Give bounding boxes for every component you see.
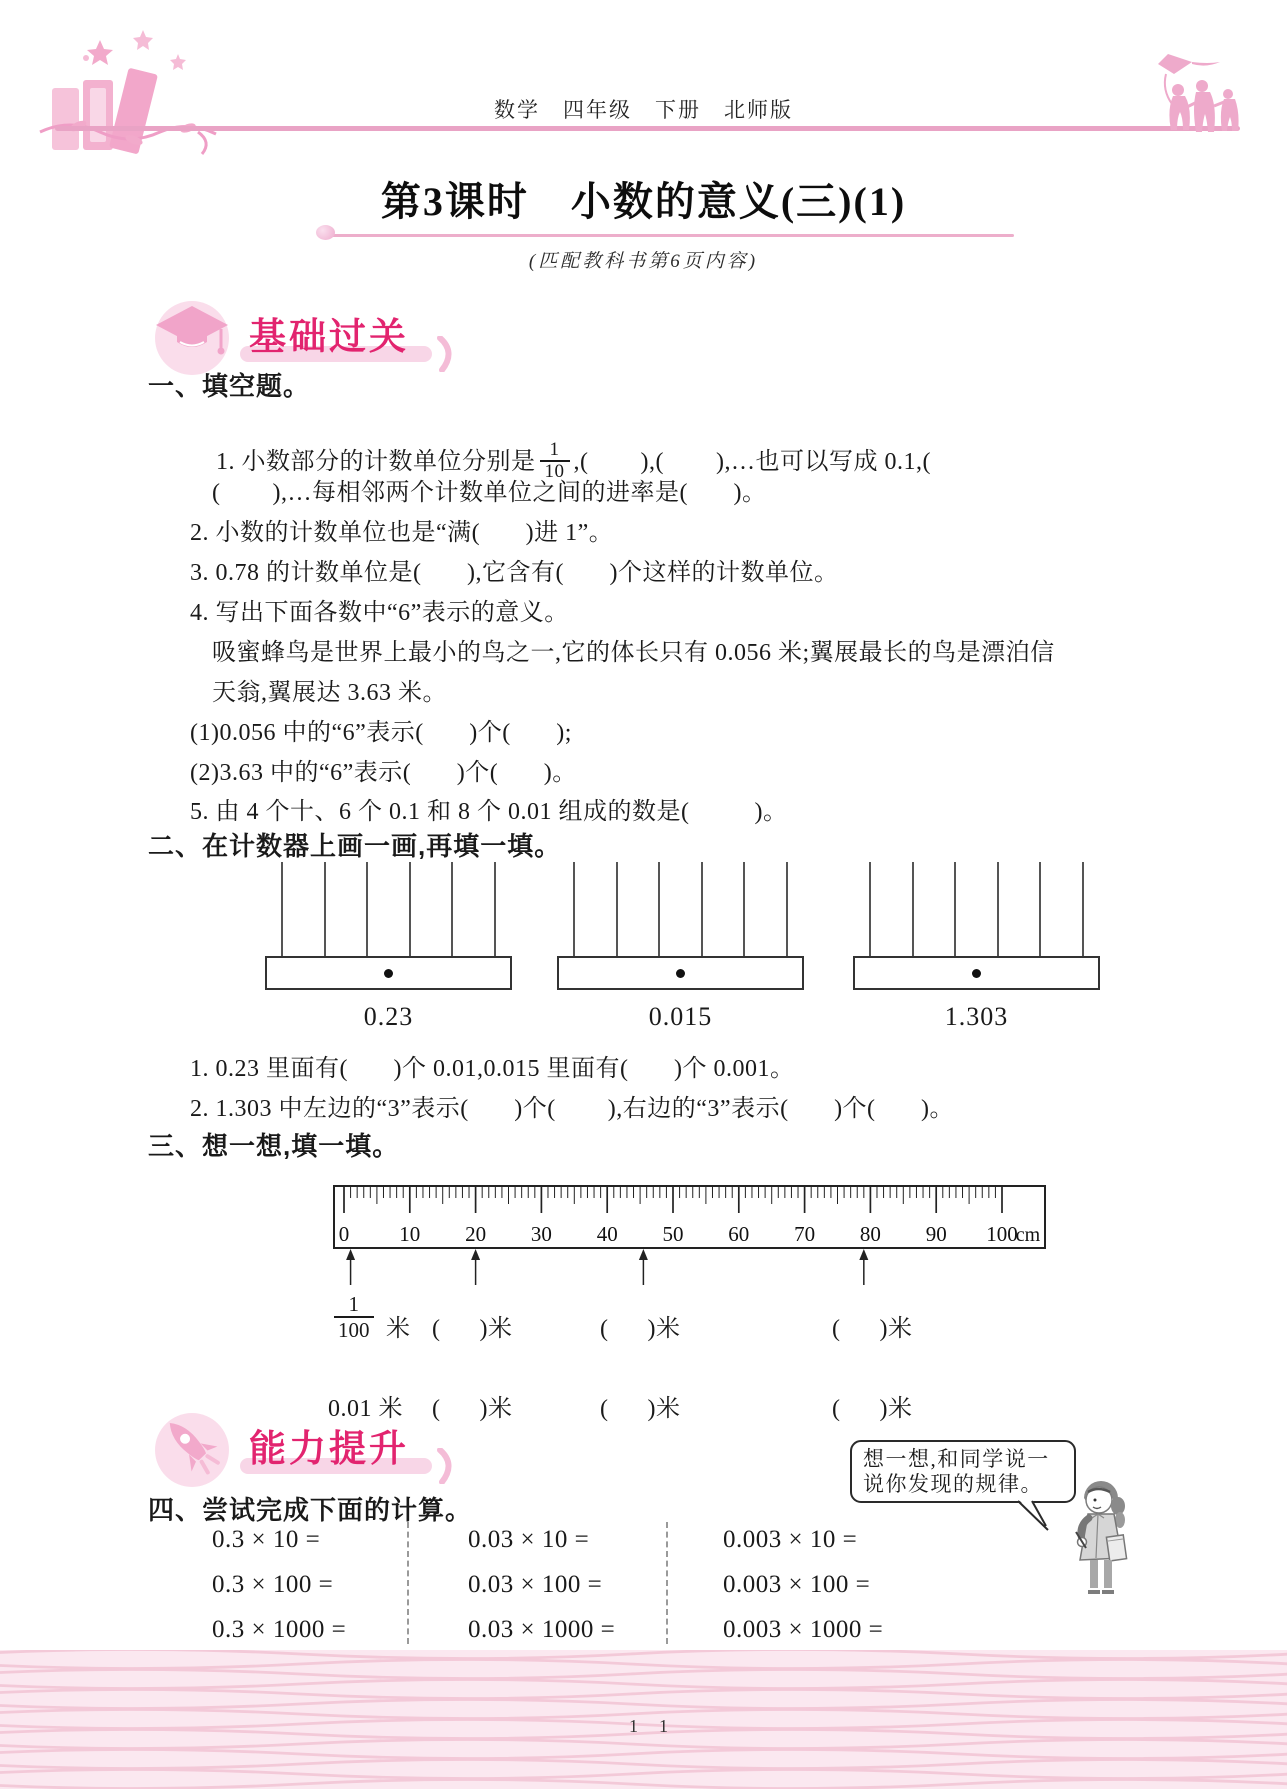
speech-bubble-tail [985, 1496, 1057, 1536]
part1-q4: 4. 写出下面各数中“6”表示的意义。 [190, 600, 569, 626]
part3-heading: 三、想一想,填一填。 [148, 1131, 400, 1161]
calc-cell: 0.03 × 1000 = [468, 1616, 616, 1643]
lesson-title: 第3课时 小数的意义(三)(1) [380, 179, 907, 224]
basic-badge-title: 基础过关 [249, 316, 409, 357]
counter-rod [281, 862, 283, 957]
title-underline [322, 234, 1014, 237]
part1-heading: 一、填空题。 [148, 371, 311, 401]
advanced-badge-tail [436, 1448, 460, 1484]
counting-device-3 [853, 862, 1100, 1042]
book-info: 数学 四年级 下册 北师版 [494, 98, 793, 122]
calc-cell: 0.003 × 100 = [723, 1571, 871, 1598]
svg-text:90: 90 [925, 1222, 947, 1246]
counter-rod [701, 862, 703, 957]
row2-blank-3: ( )米 [832, 1396, 913, 1422]
q1-text-pre: 1. 小数部分的计数单位分别是 [216, 449, 536, 475]
counting-device-2 [557, 862, 804, 1042]
bubble-text-line2: 说你发现的规律。 [863, 1472, 1043, 1496]
part1-q4-info1: 吸蜜蜂鸟是世界上最小的鸟之一,它的体长只有 0.056 米;翼展最长的鸟是漂泊信 [212, 640, 1055, 666]
calc-cell: 0.03 × 100 = [468, 1571, 603, 1598]
part1-q4-sub1: (1)0.056 中的“6”表示( )个( ); [190, 720, 572, 746]
fraction-1-10: $\frac{1}{10}$ [540, 440, 570, 484]
q1-text-post: ,( ),( ),…也可以写成 0.1,( [573, 449, 931, 475]
part2-q1: 1. 0.23 里面有( )个 0.01,0.015 里面有( )个 0.001。 [190, 1056, 795, 1082]
footer-wave-band [0, 1650, 1287, 1789]
header-rule [55, 126, 1240, 131]
speech-bubble [850, 1440, 1076, 1503]
calc-cell: 0.003 × 1000 = [723, 1616, 884, 1643]
children-flying-kite-illustration [1140, 48, 1260, 138]
svg-text:20: 20 [465, 1222, 487, 1246]
counter-label: 0.23 [363, 1002, 414, 1031]
part1-q4-info2: 天翁,翼展达 3.63 米。 [212, 680, 447, 706]
student-illustration [1068, 1474, 1148, 1614]
calc-cell: 0.3 × 1000 = [212, 1616, 347, 1643]
counter-rod [616, 862, 618, 957]
counter-rod [494, 862, 496, 957]
svg-text:10: 10 [399, 1222, 421, 1246]
advanced-badge-title: 能力提升 [249, 1428, 409, 1469]
row1-blank-3: ( )米 [832, 1316, 913, 1342]
row1-blank-1: ( )米 [432, 1316, 513, 1342]
part2-q2: 2. 1.303 中左边的“3”表示( )个( ),右边的“3”表示( )个( )。 [190, 1096, 955, 1122]
svg-text:100: 100 [986, 1222, 1018, 1246]
calc-cell: 0.3 × 10 = [212, 1526, 321, 1553]
svg-text:30: 30 [530, 1222, 552, 1246]
part4-heading: 四、尝试完成下面的计算。 [148, 1495, 473, 1525]
counter-rod [573, 862, 575, 957]
page-number-left: 1 [629, 1716, 638, 1736]
counter-rod [451, 862, 453, 957]
counter-rod [997, 862, 999, 957]
counter-rods [557, 862, 804, 957]
counter-rod [409, 862, 411, 957]
column-divider-2 [666, 1522, 668, 1644]
svg-text:70: 70 [794, 1222, 816, 1246]
svg-text:0: 0 [338, 1222, 350, 1246]
counter-rod [869, 862, 871, 957]
decimal-point-dot [972, 969, 981, 978]
bubble-text-line1: 想一想,和同学说一 [863, 1447, 1050, 1471]
part1-q4-sub2: (2)3.63 中的“6”表示( )个( )。 [190, 760, 577, 786]
part1-q3: 3. 0.78 的计数单位是( ),它含有( )个这样的计数单位。 [190, 560, 839, 586]
counter-rod [743, 862, 745, 957]
calc-cell: 0.003 × 10 = [723, 1526, 858, 1553]
part2-heading: 二、在计数器上画一画,再填一填。 [148, 831, 562, 861]
rocket-icon [150, 1406, 234, 1490]
counter-rods [265, 862, 512, 957]
row2-blank-2: ( )米 [600, 1396, 681, 1422]
row1-blank-2: ( )米 [600, 1316, 681, 1342]
counting-device-1 [265, 862, 512, 1042]
svg-text:50: 50 [662, 1222, 684, 1246]
basic-badge-tail [436, 336, 460, 372]
counter-rod [954, 862, 956, 957]
decimal-point-dot [384, 969, 393, 978]
counter-label: 1.303 [944, 1002, 1009, 1031]
counter-rod [1039, 862, 1041, 957]
row1-unit: 米 [386, 1316, 411, 1342]
counter-rods [853, 862, 1100, 957]
fraction-1-100: 1 100 [334, 1292, 374, 1342]
books-and-stars-decoration [38, 28, 258, 158]
counter-rod [366, 862, 368, 957]
ruler-svg [333, 1185, 1047, 1289]
counter-rod [912, 862, 914, 957]
svg-text:40: 40 [596, 1222, 618, 1246]
title-dot [316, 225, 335, 240]
svg-text:cm: cm [1015, 1224, 1041, 1246]
svg-text:80: 80 [859, 1222, 881, 1246]
row2-blank-1: ( )米 [432, 1396, 513, 1422]
column-divider-1 [407, 1522, 409, 1644]
part1-q1-line2: ( ),…每相邻两个计数单位之间的进率是( )。 [212, 480, 767, 506]
counter-rod [786, 862, 788, 957]
counter-label: 0.015 [648, 1002, 713, 1031]
lesson-subtitle: (匹配教科书第6页内容) [528, 251, 759, 272]
calc-cell: 0.3 × 100 = [212, 1571, 334, 1598]
part1-q2: 2. 小数的计数单位也是“满( )进 1”。 [190, 520, 614, 546]
svg-text:60: 60 [728, 1222, 750, 1246]
counter-rod [1082, 862, 1084, 957]
counter-rod [324, 862, 326, 957]
part1-q5: 5. 由 4 个十、6 个 0.1 和 8 个 0.01 组成的数是( )。 [190, 799, 788, 825]
counter-rod [658, 862, 660, 957]
decimal-point-dot [676, 969, 685, 978]
row2-value: 0.01 米 [328, 1396, 403, 1422]
calc-cell: 0.03 × 10 = [468, 1526, 590, 1553]
page-number-right: 1 [659, 1716, 668, 1736]
